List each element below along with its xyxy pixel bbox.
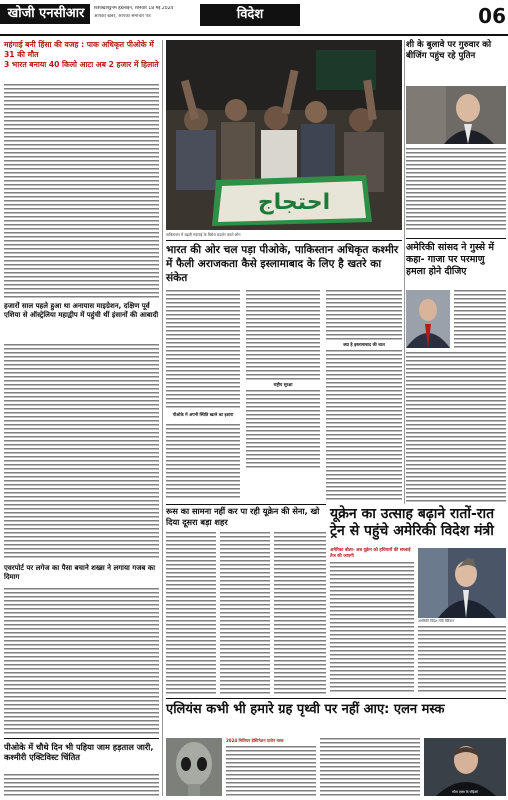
senator-body <box>406 352 506 502</box>
blinken-photo-image <box>418 548 506 618</box>
main-story-headline: भारत की ओर चल पड़ा पीओके, पाकिस्तान अधिकृत कश्मीर में फैली अराजकता कैसे इस्लामाबाद के लिए है खतरे का संकेत <box>166 244 399 284</box>
putin-headline: शी के बुलावे पर गुरुवार को बीजिंग पहुंच रहे पुतिन <box>406 40 492 61</box>
protest-photo-caption: पाकिस्तान में बढ़ती महंगाई के विरोध प्रदर्शन करते लोग <box>166 232 241 237</box>
column-divider-left <box>162 40 163 796</box>
left-column <box>4 40 159 796</box>
left-story1-headline: महंगाई बनी हिंसा की वजह : पाक अधिकृत पीओके में 31 की मौत <box>4 40 154 59</box>
main-story-col1b <box>166 424 240 500</box>
protest-photo <box>166 40 402 230</box>
main-story-col3b <box>326 350 402 500</box>
russia-rule <box>166 504 326 505</box>
page-number: 06 <box>478 4 506 28</box>
senator-rule <box>406 238 506 239</box>
section-label: विदेश <box>236 7 264 22</box>
main-story-sub2: पीओके में अपनी स्थिति खतरे का इशारा <box>172 412 234 417</box>
russia-col3 <box>274 532 326 694</box>
russia-col1 <box>166 532 216 694</box>
left-story2-headline: हजारों साल पहले हुआ था अनायास माइग्रेशन, दक्षिण पूर्व एशिया से ऑस्ट्रेलिया महाद्वीप में पहुंची थीं इंसानों की आबादी <box>4 302 159 320</box>
alien-photo-image <box>166 738 222 796</box>
blinken-col2 <box>418 626 506 694</box>
senator-body-right <box>454 290 506 348</box>
left-story2-body <box>4 344 159 558</box>
putin-photo <box>406 86 506 144</box>
musk-photo-caption: स्पेस एक्स के सीईओ <box>452 790 478 794</box>
russia-headline: रूस का सामना नहीं कर पा रही यूक्रेन की सेना, खो दिया दूसरा बड़ा शहर <box>166 506 320 527</box>
blinken-sub: अमेरिका बोला- अब यूक्रेन को हथियारों की सप्लाई तेज की जाएगी <box>330 548 411 559</box>
masthead-date: विशाखापट्टनम हेडलाइन, शनिवार 18 मई 2024 <box>94 6 174 11</box>
putin-photo-image <box>406 86 506 144</box>
musk-photo <box>424 738 506 796</box>
main-story-sub3: क्या है इस्लामाबाद की चाल <box>343 342 385 347</box>
putin-story <box>406 40 506 234</box>
musk-col2 <box>320 738 420 796</box>
blinken-photo-caption: अमेरिकी विदेश मंत्री ब्लिंकन <box>418 619 455 623</box>
musk-photo-image <box>424 738 506 796</box>
senator-photo <box>406 290 450 348</box>
musk-col1 <box>226 746 316 796</box>
blinken-col1 <box>330 562 414 694</box>
musk-rule <box>166 698 506 699</box>
masthead-title: खोजी एनसीआर <box>7 6 85 21</box>
left-story4-body <box>4 774 159 796</box>
left-story4-headline: पीओके में चौथे दिन भी पहिया जाम हड़ताल जारी, कश्मीरी एक्टिविस्ट चिंतित <box>4 742 154 763</box>
blinken-photo <box>418 548 506 618</box>
putin-story-body <box>406 148 506 232</box>
protest-banner-text: احتجاج <box>257 190 331 215</box>
left-story1-body <box>4 84 159 298</box>
main-story-sub1: राष्ट्रीय सुरक्षा <box>273 382 293 387</box>
masthead <box>0 0 508 40</box>
left-story3-body <box>4 588 159 734</box>
main-story-col2 <box>246 290 320 380</box>
left-story4-rule <box>4 738 159 739</box>
senator-headline: अमेरिकी सांसद ने गुस्से में कहा- गाजा पर परमाणु हमला होने दीजिए <box>406 242 494 277</box>
musk-headline: एलियंस कभी भी हमारे ग्रह पृथ्वी पर नहीं आए: एलन मस्क <box>166 702 445 717</box>
main-story-col3 <box>326 290 402 340</box>
main-story-col2b <box>246 390 320 470</box>
musk-sub: 2024 मिलियन डेस्टिनेशन एलोन मस्क <box>226 738 284 743</box>
masthead-subline: आपकी खबरें, आपका समाचार पत्र <box>94 14 151 19</box>
senator-story <box>406 238 506 504</box>
blinken-headline: यूक्रेन का उत्साह बढ़ाने रातों-रात ट्रेन से पहुंचे अमेरिकी विदेश मंत्री <box>330 506 495 539</box>
left-story1-headline2: 3 भारत बनाया 40 किलो आटा अब 2 हजार में हिलाते <box>4 60 159 69</box>
left-story3-headline: एवरपोर्ट पर लगेज का पैसा बचाने शख्स ने लगाया गजब का दिमाग <box>4 564 156 582</box>
russia-col2 <box>220 532 270 694</box>
main-story-col1 <box>166 290 240 410</box>
main-story-rule <box>166 240 402 241</box>
masthead-rule <box>0 34 508 36</box>
alien-photo <box>166 738 222 796</box>
senator-photo-image <box>406 290 450 348</box>
column-divider-right <box>404 40 405 504</box>
